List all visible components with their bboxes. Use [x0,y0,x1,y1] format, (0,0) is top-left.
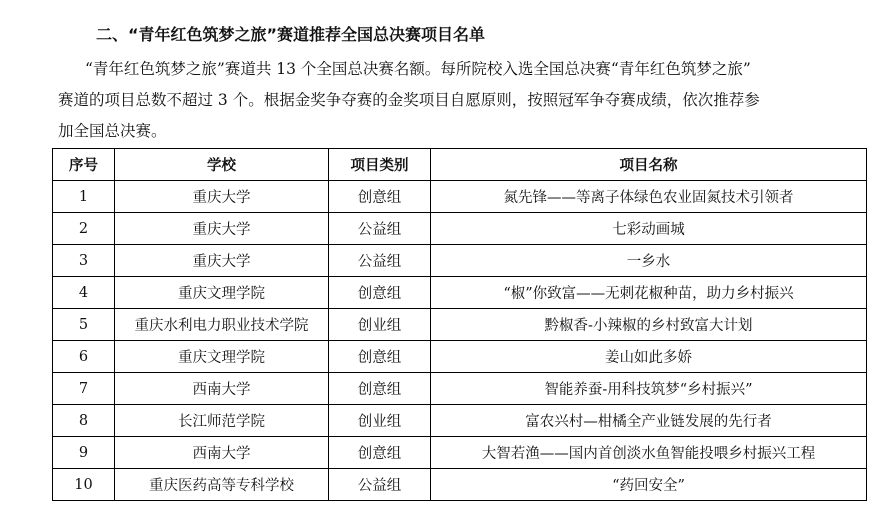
cell-school: 重庆大学 [115,245,329,277]
cell-project-name: 黔椒香-小辣椒的乡村致富大计划 [431,309,867,341]
cell-category: 创业组 [329,405,431,437]
table-row [53,437,867,469]
cell-category: 公益组 [329,213,431,245]
header-project-name: 项目名称 [431,149,867,181]
cell-school: 重庆水利电力职业技术学院 [115,309,329,341]
paragraph-line-3: 加全国总决赛。 [58,122,167,140]
table-row [53,213,867,245]
table-row [53,309,867,341]
cell-project-name: 富农兴村—柑橘全产业链发展的先行者 [431,405,867,437]
section-heading: 二、“青年红色筑梦之旅”赛道推荐全国总决赛项目名单 [96,25,486,44]
cell-category: 创意组 [329,373,431,405]
cell-index: 10 [53,469,115,501]
cell-project-name: 一乡水 [431,245,867,277]
cell-project-name: 智能养蚕-用科技筑梦“乡村振兴” [431,373,867,405]
cell-category: 创意组 [329,437,431,469]
paragraph-line-1: “青年红色筑梦之旅”赛道共 13 个全国总决赛名额。每所院校入选全国总决赛“青年红色筑梦之旅” [85,60,751,78]
cell-project-name: 大智若渔——国内首创淡水鱼智能投喂乡村振兴工程 [431,437,867,469]
cell-index: 1 [53,181,115,213]
cell-index: 5 [53,309,115,341]
cell-project-name: 七彩动画城 [431,213,867,245]
cell-index: 6 [53,341,115,373]
cell-school: 西南大学 [115,373,329,405]
cell-index: 3 [53,245,115,277]
table-row [53,245,867,277]
cell-category: 公益组 [329,469,431,501]
cell-school: 重庆文理学院 [115,277,329,309]
cell-school: 长江师范学院 [115,405,329,437]
cell-index: 8 [53,405,115,437]
cell-school: 重庆大学 [115,213,329,245]
cell-school: 重庆医药高等专科学校 [115,469,329,501]
cell-index: 4 [53,277,115,309]
intro-paragraph [58,54,863,147]
paragraph-line-2: 赛道的项目总数不超过 3 个。根据金奖争夺赛的金奖项目自愿原则，按照冠军争夺赛成绩，依次推荐参 [58,91,760,109]
table-row [53,277,867,309]
cell-project-name: “椒”你致富——无刺花椒种苗，助力乡村振兴 [431,277,867,309]
cell-project-name: “药回安全” [431,469,867,501]
cell-school: 重庆文理学院 [115,341,329,373]
cell-project-name: 氮先锋——等离子体绿色农业固氮技术引领者 [431,181,867,213]
table-row [53,181,867,213]
cell-index: 9 [53,437,115,469]
table-row [53,405,867,437]
cell-category: 公益组 [329,245,431,277]
header-school: 学校 [115,149,329,181]
table-header-row [53,149,867,181]
cell-category: 创意组 [329,341,431,373]
table-row [53,373,867,405]
recommendation-table [52,148,867,501]
cell-school: 重庆大学 [115,181,329,213]
table-row [53,469,867,501]
cell-index: 7 [53,373,115,405]
header-category: 项目类别 [329,149,431,181]
cell-school: 西南大学 [115,437,329,469]
header-index: 序号 [53,149,115,181]
table-row [53,341,867,373]
cell-category: 创意组 [329,277,431,309]
cell-category: 创业组 [329,309,431,341]
cell-project-name: 姜山如此多娇 [431,341,867,373]
cell-index: 2 [53,213,115,245]
cell-category: 创意组 [329,181,431,213]
